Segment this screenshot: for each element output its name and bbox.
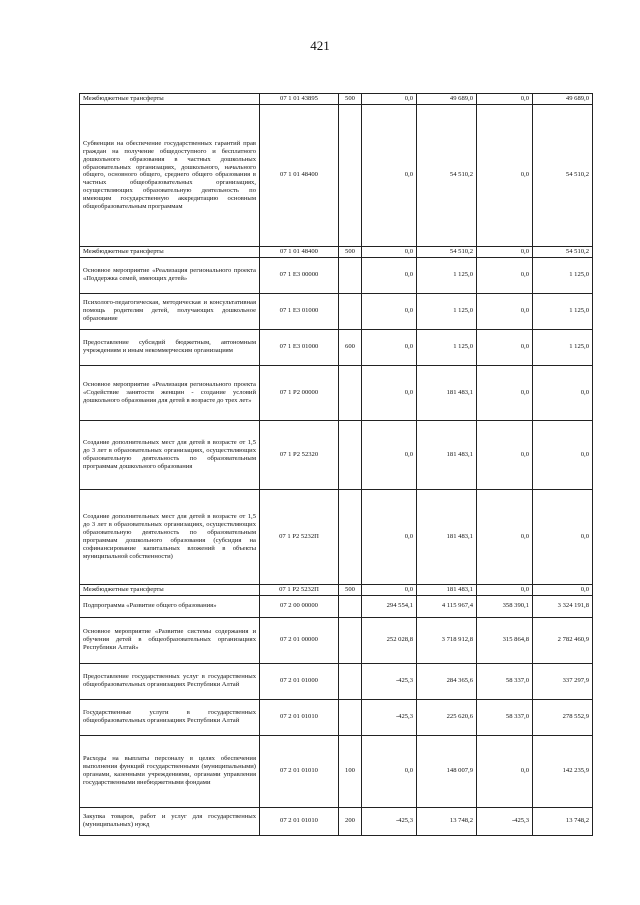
table-row [80,420,593,489]
table-row [80,293,593,329]
budget-classification-code: 07 2 01 00000 [260,617,339,663]
table-row [80,329,593,365]
budget-classification-code: 07 2 00 00000 [260,595,339,617]
amount-total: 181 483,1 [417,420,477,489]
expense-type-code [339,663,362,699]
table-row [80,595,593,617]
table-row [80,807,593,835]
amount-total: 54 510,2 [417,104,477,246]
amount-total-next: 2 782 460,9 [533,617,593,663]
budget-classification-code: 07 1 Р2 5232П [260,584,339,595]
budget-item-name: Подпрограмма «Развитие общего образования» [80,595,260,617]
expense-type-code: 500 [339,584,362,595]
expense-type-code [339,104,362,246]
table-row [80,735,593,807]
budget-item-name: Закупка товаров, работ и услуг для государственных (муниципальных) нужд [80,807,260,835]
amount-change-next: 0,0 [477,584,533,595]
amount-total-next: 54 510,2 [533,104,593,246]
amount-change: 0,0 [362,420,417,489]
budget-item-name: Создание дополнительных мест для детей в возрасте от 1,5 до 3 лет в образовательных организациях, осуществляющих образовательную деятельность по образовательным программам дошкольного образования (субсидия на софинансирование капитальных вложений в объекты муниципальной собственности) [80,489,260,584]
amount-total: 148 007,9 [417,735,477,807]
amount-total-next: 0,0 [533,420,593,489]
amount-change-next: -425,3 [477,807,533,835]
budget-item-name: Межбюджетные трансферты [80,584,260,595]
amount-total: 49 689,0 [417,94,477,105]
budget-classification-code: 07 1 01 48400 [260,104,339,246]
amount-change-next: 58 337,0 [477,663,533,699]
amount-total-next: 3 324 191,8 [533,595,593,617]
budget-item-name: Основное мероприятие «Реализация регионального проекта «Поддержка семей, имеющих детей» [80,257,260,293]
amount-total: 4 115 967,4 [417,595,477,617]
expense-type-code [339,365,362,420]
table-row [80,617,593,663]
budget-table-body [80,94,593,836]
amount-change-next: 0,0 [477,94,533,105]
amount-total: 1 125,0 [417,257,477,293]
amount-change: 0,0 [362,365,417,420]
budget-item-name: Предоставление субсидий бюджетным, автономным учреждениям и иным некоммерческим организациям [80,329,260,365]
amount-change-next: 0,0 [477,257,533,293]
budget-classification-code: 07 1 01 48400 [260,246,339,257]
amount-change: 294 554,1 [362,595,417,617]
expense-type-code: 100 [339,735,362,807]
table-row [80,94,593,105]
amount-total: 181 483,1 [417,489,477,584]
amount-total: 54 510,2 [417,246,477,257]
budget-classification-code: 07 2 01 01010 [260,807,339,835]
budget-item-name: Психолого-педагогическая, методическая и консультативная помощь родителям детей, получающих дошкольное образование [80,293,260,329]
expense-type-code [339,257,362,293]
amount-change-next: 58 337,0 [477,699,533,735]
amount-total-next: 1 125,0 [533,257,593,293]
budget-item-name: Государственные услуги в государственных общеобразовательных организациях Республики Алтай [80,699,260,735]
amount-change-next: 0,0 [477,246,533,257]
budget-item-name: Субвенции на обеспечение государственных гарантий прав граждан на получение общедоступного и бесплатного дошкольного образования в частных дошкольных образовательных организациях, дошкольного, начального общего, основного общего, среднего общего образования в частных общеобразовательных организациях, осуществляющих образовательную деятельность по имеющим государственную аккредитацию основным общеобразовательным программам [80,104,260,246]
budget-classification-code: 07 1 Р2 52320 [260,420,339,489]
amount-total-next: 337 297,9 [533,663,593,699]
budget-item-name: Основное мероприятие «Развитие системы содержания и обучения детей в общеобразовательных организациях Республики Алтай» [80,617,260,663]
expense-type-code: 600 [339,329,362,365]
table-row [80,246,593,257]
table-row [80,663,593,699]
expense-type-code [339,595,362,617]
expense-type-code [339,617,362,663]
amount-change: -425,3 [362,807,417,835]
budget-classification-code: 07 2 01 01010 [260,699,339,735]
amount-total: 181 483,1 [417,365,477,420]
budget-item-name: Межбюджетные трансферты [80,94,260,105]
budget-classification-code: 07 1 Р2 5232П [260,489,339,584]
amount-change-next: 0,0 [477,735,533,807]
amount-change: 0,0 [362,104,417,246]
budget-item-name: Межбюджетные трансферты [80,246,260,257]
amount-total-next: 54 510,2 [533,246,593,257]
amount-total-next: 1 125,0 [533,329,593,365]
table-row [80,257,593,293]
amount-total: 225 620,6 [417,699,477,735]
table-row [80,104,593,246]
expense-type-code [339,293,362,329]
page-number: 421 [310,38,330,53]
amount-total-next: 1 125,0 [533,293,593,329]
amount-total-next: 13 748,2 [533,807,593,835]
amount-total-next: 278 552,9 [533,699,593,735]
budget-classification-code: 07 1 Е3 00000 [260,257,339,293]
amount-change-next: 0,0 [477,420,533,489]
amount-total-next: 0,0 [533,365,593,420]
amount-change: 0,0 [362,329,417,365]
amount-total: 13 748,2 [417,807,477,835]
budget-item-name: Создание дополнительных мест для детей в возрасте от 1,5 до 3 лет в образовательных организациях, осуществляющих образовательную деятельность по образовательным программам дошкольного образования [80,420,260,489]
amount-change: -425,3 [362,699,417,735]
amount-total-next: 0,0 [533,489,593,584]
table-row [80,365,593,420]
amount-change: 0,0 [362,246,417,257]
table-row [80,489,593,584]
amount-total-next: 0,0 [533,584,593,595]
amount-total-next: 142 235,9 [533,735,593,807]
expense-type-code: 500 [339,246,362,257]
amount-change: 0,0 [362,735,417,807]
amount-change: 0,0 [362,293,417,329]
amount-change-next: 0,0 [477,489,533,584]
budget-item-name: Основное мероприятие «Реализация регионального проекта «Содействие занятости женщин - создание условий дошкольного образования для детей в возрасте до трех лет» [80,365,260,420]
amount-change-next: 315 864,8 [477,617,533,663]
amount-change-next: 0,0 [477,293,533,329]
budget-classification-code: 07 1 Е3 01000 [260,329,339,365]
amount-total-next: 49 689,0 [533,94,593,105]
budget-item-name: Расходы на выплаты персоналу в целях обеспечения выполнения функций государственными (муниципальными) органами, казенными учреждениями, органами управления государственными внебюджетными фондами [80,735,260,807]
amount-total: 3 718 912,8 [417,617,477,663]
amount-change: 0,0 [362,489,417,584]
budget-item-name: Предоставление государственных услуг в государственных общеобразовательных организациях Республики Алтай [80,663,260,699]
expense-type-code: 500 [339,94,362,105]
amount-total: 1 125,0 [417,329,477,365]
amount-total: 1 125,0 [417,293,477,329]
budget-classification-code: 07 1 Р2 00000 [260,365,339,420]
amount-change: -425,3 [362,663,417,699]
amount-change: 0,0 [362,94,417,105]
budget-table [79,93,593,836]
table-row [80,699,593,735]
amount-change-next: 0,0 [477,104,533,246]
amount-total: 284 365,6 [417,663,477,699]
budget-classification-code: 07 2 01 01010 [260,735,339,807]
table-row [80,584,593,595]
amount-change: 0,0 [362,257,417,293]
budget-classification-code: 07 2 01 01000 [260,663,339,699]
budget-classification-code: 07 1 01 43895 [260,94,339,105]
expense-type-code [339,699,362,735]
expense-type-code [339,420,362,489]
amount-change-next: 0,0 [477,365,533,420]
amount-change: 0,0 [362,584,417,595]
amount-change-next: 0,0 [477,329,533,365]
amount-change-next: 358 390,1 [477,595,533,617]
amount-total: 181 483,1 [417,584,477,595]
amount-change: 252 028,8 [362,617,417,663]
expense-type-code: 200 [339,807,362,835]
expense-type-code [339,489,362,584]
budget-classification-code: 07 1 Е3 01000 [260,293,339,329]
